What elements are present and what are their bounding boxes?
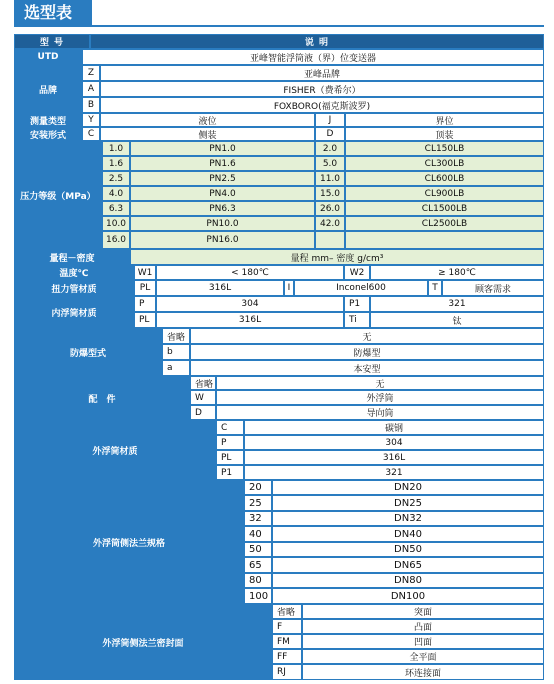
flange-spec-desc: DN25 [272, 495, 544, 511]
accessory-label: 配 件 [14, 376, 190, 420]
brand-code-z: Z [82, 65, 100, 81]
flange-spec-desc: DN65 [272, 557, 544, 573]
pressure-desc: CL150LB [345, 141, 544, 156]
pressure-desc: CL900LB [345, 186, 544, 201]
pressure-code: 4.0 [102, 186, 130, 201]
pressure-desc: CL1500LB [345, 201, 544, 216]
pressure-empty [315, 231, 345, 249]
torque-desc-i: Inconel600 [294, 280, 428, 296]
pressure-desc: PN2.5 [130, 171, 315, 186]
flange-spec-code: 40 [244, 526, 272, 542]
pressure-code: 16.0 [102, 231, 130, 249]
measure-desc-y: 液位 [100, 113, 315, 127]
pressure-desc: PN16.0 [130, 231, 315, 249]
flange-seal-desc: 全平面 [302, 649, 544, 664]
install-code-c: C [82, 127, 100, 141]
inner-float-desc-p1: 321 [370, 296, 544, 312]
pressure-label: 压力等级（MPa） [14, 141, 102, 249]
outer-float-label: 外浮筒材质 [14, 420, 216, 480]
explosion-code: b [162, 344, 190, 360]
install-label: 安装形式 [14, 127, 82, 141]
pressure-code: 2.0 [315, 141, 345, 156]
install-desc-d: 顶装 [345, 127, 544, 141]
temperature-desc-w1: < 180℃ [156, 265, 344, 280]
inner-float-code-p: P [134, 296, 156, 312]
page-title: 选型表 [14, 0, 92, 26]
utd-description: 亚峰智能浮筒液（界）位变送器 [82, 49, 544, 65]
install-desc-c: 侧装 [100, 127, 315, 141]
pressure-code: 5.0 [315, 156, 345, 171]
flange-seal-code: FF [272, 649, 302, 664]
outer-float-code: PL [216, 450, 244, 465]
flange-seal-code: RJ [272, 664, 302, 680]
flange-seal-desc: 凹面 [302, 634, 544, 649]
pressure-desc: PN1.6 [130, 156, 315, 171]
temperature-code-w1: W1 [134, 265, 156, 280]
pressure-desc: PN6.3 [130, 201, 315, 216]
explosion-desc: 防爆型 [190, 344, 544, 360]
flange-seal-desc: 凸面 [302, 619, 544, 634]
flange-spec-code: 50 [244, 542, 272, 557]
pressure-code: 2.5 [102, 171, 130, 186]
flange-spec-desc: DN40 [272, 526, 544, 542]
flange-seal-code: F [272, 619, 302, 634]
accessory-desc: 导向筒 [216, 405, 544, 420]
pressure-code: 15.0 [315, 186, 345, 201]
flange-seal-label: 外浮筒侧法兰密封面 [14, 604, 272, 680]
pressure-code: 11.0 [315, 171, 345, 186]
temperature-code-w2: W2 [344, 265, 370, 280]
explosion-desc: 本安型 [190, 360, 544, 376]
inner-float-label: 内浮筒材质 [14, 296, 134, 328]
brand-code-a: A [82, 81, 100, 97]
flange-seal-desc: 环连接面 [302, 664, 544, 680]
flange-spec-desc: DN100 [272, 588, 544, 604]
flange-spec-code: 20 [244, 480, 272, 495]
torque-code-pl: PL [134, 280, 156, 296]
outer-float-code: C [216, 420, 244, 435]
flange-spec-code: 25 [244, 495, 272, 511]
flange-spec-code: 100 [244, 588, 272, 604]
outer-float-desc: 碳钢 [244, 420, 544, 435]
brand-desc-b: FOXBORO(福克斯波罗) [100, 97, 544, 113]
pressure-desc: PN4.0 [130, 186, 315, 201]
accessory-desc: 无 [216, 376, 544, 390]
range-density-label: 量程－密度 [14, 249, 130, 265]
pressure-code: 26.0 [315, 201, 345, 216]
pressure-desc: CL2500LB [345, 216, 544, 231]
explosion-desc: 无 [190, 328, 544, 344]
install-code-d: D [315, 127, 345, 141]
flange-seal-code: FM [272, 634, 302, 649]
pressure-code: 6.3 [102, 201, 130, 216]
flange-spec-code: 32 [244, 511, 272, 526]
temperature-label: 温度℃ [14, 265, 134, 280]
flange-spec-desc: DN80 [272, 573, 544, 588]
title-divider [14, 25, 544, 27]
inner-float-desc-ti: 钛 [370, 312, 544, 328]
inner-float-desc-pl: 316L [156, 312, 344, 328]
accessory-code: 省略 [190, 376, 216, 390]
header-model: 型 号 [14, 34, 90, 49]
measure-code-y: Y [82, 113, 100, 127]
outer-float-code: P [216, 435, 244, 450]
inner-float-code-ti: Ti [344, 312, 370, 328]
measure-type-label: 测量类型 [14, 113, 82, 127]
inner-float-code-p1: P1 [344, 296, 370, 312]
accessory-code: D [190, 405, 216, 420]
utd-code: UTD [14, 49, 82, 65]
pressure-desc: CL600LB [345, 171, 544, 186]
inner-float-desc-p: 304 [156, 296, 344, 312]
flange-spec-code: 80 [244, 573, 272, 588]
torque-desc-pl: 316L [156, 280, 284, 296]
pressure-code: 1.6 [102, 156, 130, 171]
pressure-code: 1.0 [102, 141, 130, 156]
pressure-empty [345, 231, 544, 249]
accessory-desc: 外浮筒 [216, 390, 544, 405]
pressure-code: 42.0 [315, 216, 345, 231]
flange-spec-label: 外浮筒侧法兰规格 [14, 480, 244, 604]
flange-seal-desc: 突面 [302, 604, 544, 619]
pressure-desc: CL300LB [345, 156, 544, 171]
flange-seal-code: 省略 [272, 604, 302, 619]
range-density-desc: 量程 mm– 密度 g/cm³ [130, 249, 544, 265]
brand-code-b: B [82, 97, 100, 113]
torque-desc-t: 顾客需求 [442, 280, 544, 296]
measure-desc-j: 界位 [345, 113, 544, 127]
outer-float-desc: 304 [244, 435, 544, 450]
temperature-desc-w2: ≥ 180℃ [370, 265, 544, 280]
explosion-code: 省略 [162, 328, 190, 344]
outer-float-desc: 321 [244, 465, 544, 480]
pressure-desc: PN1.0 [130, 141, 315, 156]
torque-code-t: T [428, 280, 442, 296]
explosion-code: a [162, 360, 190, 376]
inner-float-code-pl: PL [134, 312, 156, 328]
flange-spec-desc: DN20 [272, 480, 544, 495]
pressure-desc: PN10.0 [130, 216, 315, 231]
outer-float-desc: 316L [244, 450, 544, 465]
explosion-label: 防爆型式 [14, 328, 162, 376]
pressure-code: 10.0 [102, 216, 130, 231]
torque-tube-label: 扭力管材质 [14, 280, 134, 296]
torque-code-i: I [284, 280, 294, 296]
flange-spec-code: 65 [244, 557, 272, 573]
brand-desc-z: 亚峰品牌 [100, 65, 544, 81]
brand-desc-a: FISHER（费希尔） [100, 81, 544, 97]
flange-spec-desc: DN50 [272, 542, 544, 557]
measure-code-j: J [315, 113, 345, 127]
brand-label: 品牌 [14, 65, 82, 113]
header-description: 说 明 [90, 34, 544, 49]
outer-float-code: P1 [216, 465, 244, 480]
flange-spec-desc: DN32 [272, 511, 544, 526]
accessory-code: W [190, 390, 216, 405]
